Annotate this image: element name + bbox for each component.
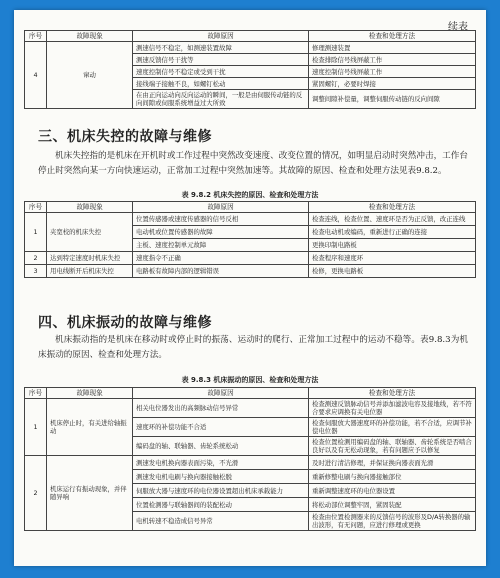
- fault-method: 调整间隙补偿量，调整伺服传动链的反向间隙: [309, 90, 476, 109]
- fault-cause: 位置检测器与联轴器间的装配松动: [133, 498, 309, 512]
- fault-method: 及时进行清洁修理，并保证换向器表面光滑: [309, 456, 476, 470]
- fault-cause: 电路板有故障内部的逻辑错误: [133, 265, 309, 278]
- fault-phenomenon: 机床运行有振动现象，并伴随异响: [47, 456, 133, 531]
- table-row: [25, 265, 476, 278]
- fault-method: 检查电动机或编码，重新进行正确的连接: [309, 226, 476, 239]
- col-header-method: 检查和处理方法: [309, 202, 476, 213]
- fault-cause: 速度环的补偿功能不合适: [133, 418, 309, 437]
- table-header-row: [25, 388, 476, 399]
- fault-cause: 在由正向运动向反向运动的瞬间，一般是由伺服传动链的反向间隙或伺服系统增益过大所致: [133, 90, 309, 109]
- col-header-no: 序号: [25, 388, 47, 399]
- col-header-cause: 故障原因: [133, 388, 309, 399]
- fault-cause: 测速信号不稳定，如测速装置故障: [133, 42, 309, 54]
- fault-cause: 位置传感器或速度传感器的信号反相: [133, 213, 309, 226]
- fault-cause: 速度控制信号不稳定或受到干扰: [133, 66, 309, 78]
- row-number: 2: [25, 456, 47, 531]
- section-heading-vibration: 四、机床振动的故障与维修: [38, 315, 212, 331]
- fault-cause: 测速反馈信号干扰等: [133, 54, 309, 66]
- table-header-row: [25, 202, 476, 213]
- section-paragraph: 机床失控指的是机床在开机时或工作过程中突然改变速度、改变位置的情况，如明显启动时突然冲击，工作台停止时突然向某一方向快速运动，正常加工过程中突然加速等。其故障的原因、检查和处理方法见表9.8.2。: [38, 151, 468, 176]
- col-header-method: 检查和处理方法: [309, 31, 476, 42]
- col-header-phenomenon: 故障现象: [47, 202, 133, 213]
- fault-method: 检查伺服放大器速度环的补偿功能，若不合适，应调节补偿电位器: [309, 418, 476, 437]
- fault-phenomenon: 达到特定速度时机床失控: [47, 252, 133, 265]
- fault-cause: 伺服放大器与速度环的电位器设置超出机床承载能力: [133, 484, 309, 498]
- row-number: 4: [25, 42, 47, 109]
- fault-method: 速度控制信号线屏蔽工作: [309, 66, 476, 78]
- col-header-method: 检查和处理方法: [309, 388, 476, 399]
- table-loss-of-control: [24, 201, 476, 278]
- fault-method: 检查由位置检测器来的反馈信号的波形及D/A转换器的输出波形，有无问题，应进行修理或更换: [309, 512, 476, 531]
- fault-cause: 相关电位器发出的高频脉动信号异常: [133, 399, 309, 418]
- fault-method: 检查位置检测用编码盘的轴、联轴器、齿轮系统是否啮合良好以及有无松动现象，若有问题应予以修复: [309, 437, 476, 456]
- table-caption: 表 9.8.2 机床失控的原因、检查和处理方法: [181, 191, 319, 199]
- document-page: [14, 10, 486, 566]
- fault-method: 紧固螺钉，必要时焊接: [309, 78, 476, 90]
- table-row: [25, 252, 476, 265]
- col-header-cause: 故障原因: [133, 202, 309, 213]
- table-header-row: [25, 31, 476, 42]
- fault-phenomenon: 机床停止时，有关进给轴振动: [47, 399, 133, 456]
- fault-method: 更换印制电路板: [309, 239, 476, 252]
- table-continued-fault-list: [24, 30, 476, 109]
- fault-method: 检查排除信号线屏蔽工作: [309, 54, 476, 66]
- fault-cause: 接线端子接触不良，如螺钉松动: [133, 78, 309, 90]
- fault-phenomenon: 夹宽校的机床失控: [47, 213, 133, 252]
- fault-cause: 电机转速不稳造成信号异常: [133, 512, 309, 531]
- col-header-phenomenon: 故障现象: [47, 31, 133, 42]
- fault-method: 检修，更换电路板: [309, 265, 476, 278]
- table-row: [25, 399, 476, 418]
- fault-cause: 测速发电机电刷与换向器接触松脱: [133, 470, 309, 484]
- col-header-cause: 故障原因: [133, 31, 309, 42]
- fault-cause: 编码盘的轴、联轴器、齿轮系统松动: [133, 437, 309, 456]
- fault-phenomenon: 窜动: [47, 42, 133, 109]
- fault-cause: 电动机或位置传感器的故障: [133, 226, 309, 239]
- fault-method: 检查程序和速度环: [309, 252, 476, 265]
- table-row: [25, 456, 476, 470]
- row-number: 1: [25, 213, 47, 252]
- fault-cause: 主板、速度控制单元故障: [133, 239, 309, 252]
- section-heading-loss-of-control: 三、机床失控的故障与维修: [38, 129, 212, 145]
- table-caption: 表 9.8.3 机床振动的原因、检查和处理方法: [181, 376, 319, 384]
- fault-cause: 测速发电机换向器表面污染，不光滑: [133, 456, 309, 470]
- fault-method: 检查连线，检查位置、速度环是否为正反馈，改正连线: [309, 213, 476, 226]
- table-vibration: [24, 387, 476, 531]
- table-row: [25, 213, 476, 226]
- fault-method: 检查测速反馈脉动信号并添加滤波电容及接地线，若不符合要求应调换有关电位器: [309, 399, 476, 418]
- fault-phenomenon: 用电线断开后机床失控: [47, 265, 133, 278]
- row-number: 2: [25, 252, 47, 265]
- fault-method: 重新调整速度环的电位器设置: [309, 484, 476, 498]
- col-header-phenomenon: 故障现象: [47, 388, 133, 399]
- row-number: 3: [25, 265, 47, 278]
- col-header-no: 序号: [25, 31, 47, 42]
- continued-label: 续表: [448, 22, 468, 33]
- table-row: [25, 42, 476, 54]
- row-number: 1: [25, 399, 47, 456]
- section-paragraph: 机床振动指的是机床在移动时或停止时的振荡、运动时的爬行、正常加工过程中的运动不稳等。表9.8.3为机床振动的原因、检查和处理方法。: [38, 335, 468, 360]
- fault-method: 重新修整电刷与换向器接触部位: [309, 470, 476, 484]
- fault-cause: 速度指令不正确: [133, 252, 309, 265]
- col-header-no: 序号: [25, 202, 47, 213]
- fault-method: 将松动部位调整牢固，紧固装配: [309, 498, 476, 512]
- fault-method: 修理测速装置: [309, 42, 476, 54]
